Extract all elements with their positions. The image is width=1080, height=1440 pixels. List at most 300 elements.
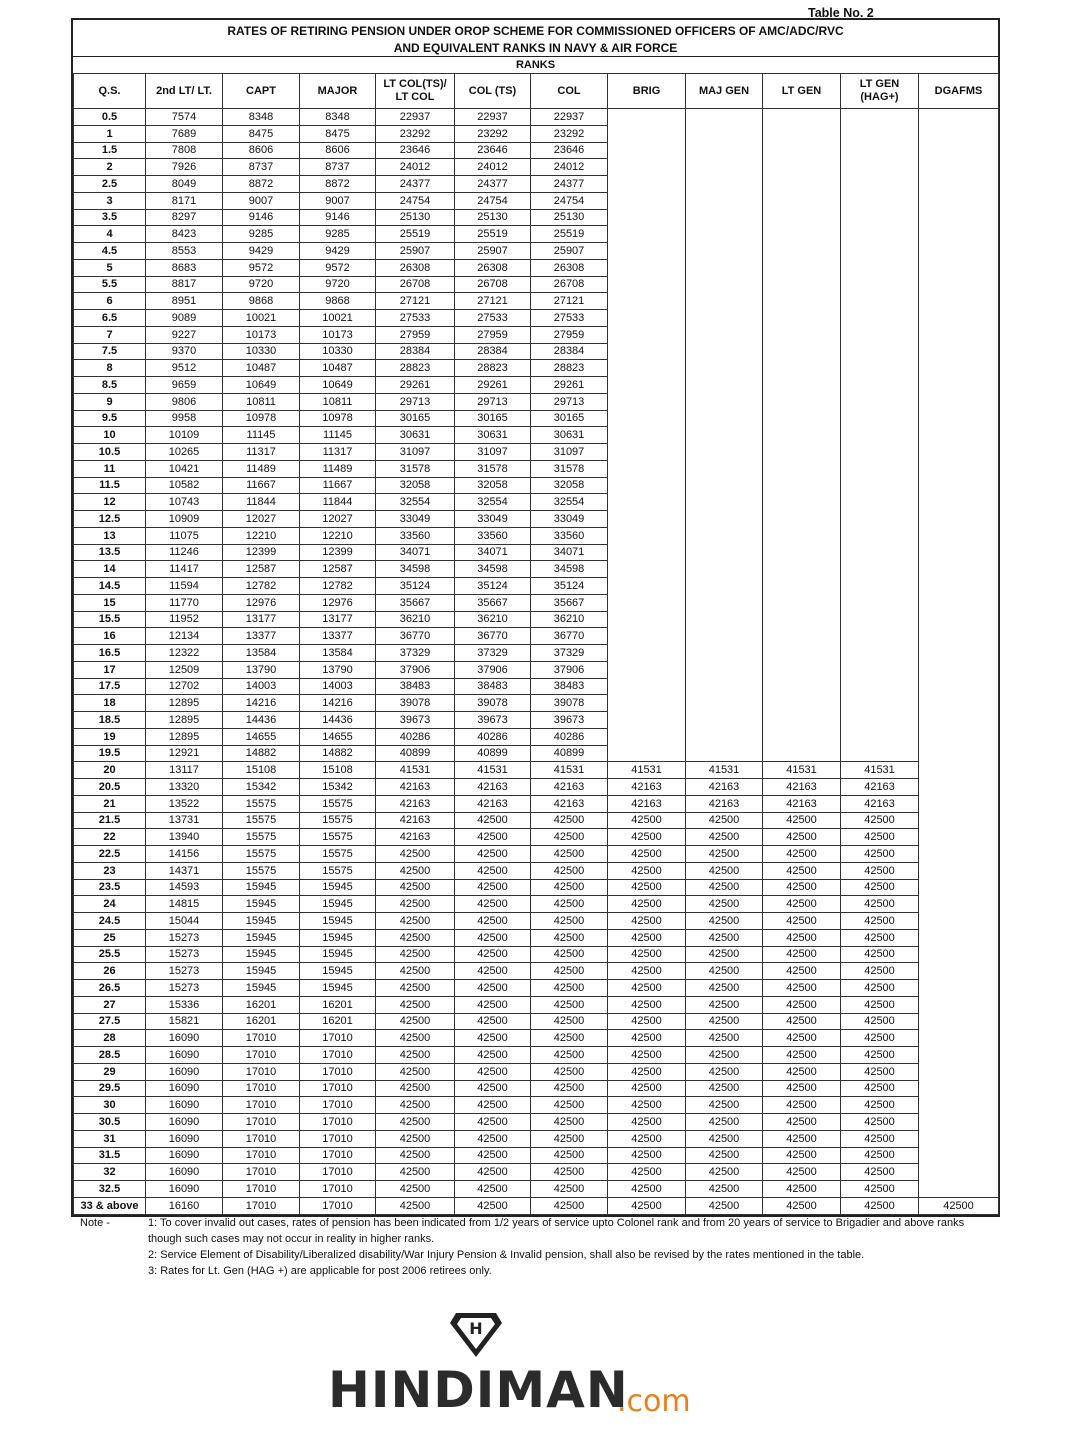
pension-value-cell: 42500 xyxy=(531,1114,608,1131)
pension-value-cell: 9285 xyxy=(300,226,376,243)
table-row xyxy=(74,1030,999,1047)
pension-value-cell: 15575 xyxy=(223,862,300,879)
empty-cell xyxy=(686,544,763,561)
pension-value-cell: 15575 xyxy=(223,846,300,863)
pension-value-cell: 42500 xyxy=(376,846,455,863)
pension-value-cell: 11844 xyxy=(300,494,376,511)
pension-value-cell: 39673 xyxy=(376,712,455,729)
pension-value-cell: 41531 xyxy=(841,762,919,779)
pension-value-cell: 42500 xyxy=(841,980,919,997)
pension-value-cell: 40899 xyxy=(531,745,608,762)
pension-value-cell: 42500 xyxy=(376,929,455,946)
table-row xyxy=(74,829,999,846)
pension-value-cell: 12509 xyxy=(146,661,223,678)
pension-value-cell: 38483 xyxy=(531,678,608,695)
pension-value-cell: 36770 xyxy=(531,628,608,645)
qualifying-service-cell: 26 xyxy=(74,963,146,980)
qualifying-service-cell: 19.5 xyxy=(74,745,146,762)
pension-value-cell: 42500 xyxy=(686,829,763,846)
pension-value-cell: 42500 xyxy=(686,1164,763,1181)
table-row xyxy=(74,1047,999,1064)
ranks-header: RANKS xyxy=(73,56,998,73)
empty-cell xyxy=(919,1181,999,1198)
table-row xyxy=(74,963,999,980)
pension-value-cell: 42500 xyxy=(376,980,455,997)
pension-value-cell: 42500 xyxy=(531,829,608,846)
pension-value-cell: 17010 xyxy=(223,1130,300,1147)
pension-value-cell: 27121 xyxy=(455,293,531,310)
column-header-row xyxy=(74,74,999,109)
empty-cell xyxy=(841,276,919,293)
column-header: MAJ GEN xyxy=(686,74,763,109)
empty-cell xyxy=(608,594,686,611)
pension-value-cell: 15945 xyxy=(300,929,376,946)
pension-value-cell: 8683 xyxy=(146,259,223,276)
pension-value-cell: 42163 xyxy=(763,779,841,796)
pension-value-cell: 11844 xyxy=(223,494,300,511)
pension-value-cell: 30165 xyxy=(376,410,455,427)
pension-value-cell: 26308 xyxy=(376,259,455,276)
pension-value-cell: 42500 xyxy=(608,1047,686,1064)
pension-value-cell: 11317 xyxy=(300,444,376,461)
empty-cell xyxy=(608,444,686,461)
pension-value-cell: 42500 xyxy=(608,1080,686,1097)
table-row xyxy=(74,243,999,260)
pension-value-cell: 42500 xyxy=(763,1080,841,1097)
pension-value-cell: 34071 xyxy=(455,544,531,561)
pension-value-cell: 7574 xyxy=(146,109,223,126)
pension-table-frame xyxy=(71,18,1000,1217)
pension-value-cell: 42500 xyxy=(686,980,763,997)
pension-value-cell: 42500 xyxy=(763,996,841,1013)
pension-value-cell: 30631 xyxy=(376,427,455,444)
empty-cell xyxy=(763,561,841,578)
pension-value-cell: 15945 xyxy=(300,879,376,896)
pension-value-cell: 9007 xyxy=(300,192,376,209)
table-row xyxy=(74,377,999,394)
empty-cell xyxy=(841,310,919,327)
empty-cell xyxy=(686,661,763,678)
pension-value-cell: 25130 xyxy=(531,209,608,226)
qualifying-service-cell: 5.5 xyxy=(74,276,146,293)
empty-cell xyxy=(919,1063,999,1080)
pension-value-cell: 12782 xyxy=(223,578,300,595)
pension-value-cell: 15044 xyxy=(146,913,223,930)
pension-value-cell: 15945 xyxy=(223,913,300,930)
table-row xyxy=(74,996,999,1013)
empty-cell xyxy=(841,326,919,343)
qualifying-service-cell: 33 & above xyxy=(74,1197,146,1214)
table-row xyxy=(74,594,999,611)
pension-value-cell: 15945 xyxy=(223,896,300,913)
pension-value-cell: 11075 xyxy=(146,527,223,544)
pension-value-cell: 25519 xyxy=(455,226,531,243)
pension-value-cell: 13584 xyxy=(223,645,300,662)
pension-value-cell: 35124 xyxy=(531,578,608,595)
empty-cell xyxy=(686,460,763,477)
pension-value-cell: 27121 xyxy=(531,293,608,310)
empty-cell xyxy=(763,125,841,142)
pension-value-cell: 26308 xyxy=(455,259,531,276)
pension-value-cell: 25130 xyxy=(455,209,531,226)
table-row xyxy=(74,946,999,963)
empty-cell xyxy=(919,109,999,126)
pension-value-cell: 37329 xyxy=(455,645,531,662)
pension-value-cell: 24754 xyxy=(455,192,531,209)
empty-cell xyxy=(686,477,763,494)
empty-cell xyxy=(919,712,999,729)
pension-value-cell: 41531 xyxy=(455,762,531,779)
pension-value-cell: 12976 xyxy=(300,594,376,611)
pension-value-cell: 42500 xyxy=(763,1063,841,1080)
pension-value-cell: 17010 xyxy=(300,1147,376,1164)
pension-value-cell: 42500 xyxy=(531,1164,608,1181)
pension-value-cell: 42500 xyxy=(686,1063,763,1080)
empty-cell xyxy=(919,1097,999,1114)
table-row xyxy=(74,343,999,360)
pension-value-cell: 42500 xyxy=(841,1181,919,1198)
empty-cell xyxy=(841,628,919,645)
pension-value-cell: 32554 xyxy=(455,494,531,511)
pension-value-cell: 42500 xyxy=(841,1063,919,1080)
empty-cell xyxy=(686,326,763,343)
empty-cell xyxy=(841,544,919,561)
empty-cell xyxy=(919,544,999,561)
pension-value-cell: 15821 xyxy=(146,1013,223,1030)
pension-value-cell: 15575 xyxy=(300,829,376,846)
pension-value-cell: 31578 xyxy=(376,460,455,477)
table-row xyxy=(74,192,999,209)
empty-cell xyxy=(841,293,919,310)
pension-value-cell: 16090 xyxy=(146,1147,223,1164)
empty-cell xyxy=(841,393,919,410)
pension-value-cell: 42500 xyxy=(841,963,919,980)
pension-value-cell: 42500 xyxy=(455,1197,531,1214)
empty-cell xyxy=(841,561,919,578)
pension-value-cell: 14815 xyxy=(146,896,223,913)
pension-value-cell: 8475 xyxy=(223,125,300,142)
pension-value-cell: 42500 xyxy=(686,963,763,980)
pension-value-cell: 22937 xyxy=(376,109,455,126)
table-row xyxy=(74,109,999,126)
pension-value-cell: 42500 xyxy=(841,829,919,846)
pension-value-cell: 9958 xyxy=(146,410,223,427)
pension-value-cell: 42500 xyxy=(376,1030,455,1047)
empty-cell xyxy=(919,1013,999,1030)
pension-value-cell: 42500 xyxy=(455,846,531,863)
pension-value-cell: 42500 xyxy=(531,1197,608,1214)
hindiman-logo xyxy=(320,1305,720,1425)
pension-value-cell: 15575 xyxy=(300,795,376,812)
pension-value-cell: 17010 xyxy=(300,1080,376,1097)
empty-cell xyxy=(919,477,999,494)
table-row xyxy=(74,578,999,595)
qualifying-service-cell: 16 xyxy=(74,628,146,645)
qualifying-service-cell: 22 xyxy=(74,829,146,846)
pension-value-cell: 13790 xyxy=(300,661,376,678)
column-header: 2nd LT/ LT. xyxy=(146,74,223,109)
empty-cell xyxy=(608,310,686,327)
empty-cell xyxy=(841,678,919,695)
table-number: Table No. 2 xyxy=(808,6,874,20)
pension-value-cell: 25907 xyxy=(531,243,608,260)
empty-cell xyxy=(919,343,999,360)
empty-cell xyxy=(686,125,763,142)
empty-cell xyxy=(841,661,919,678)
qualifying-service-cell: 27 xyxy=(74,996,146,1013)
empty-cell xyxy=(686,159,763,176)
pension-value-cell: 42500 xyxy=(686,1197,763,1214)
pension-value-cell: 25519 xyxy=(531,226,608,243)
pension-value-cell: 10582 xyxy=(146,477,223,494)
qualifying-service-cell: 23 xyxy=(74,862,146,879)
pension-value-cell: 41531 xyxy=(531,762,608,779)
pension-value-cell: 29713 xyxy=(531,393,608,410)
pension-value-cell: 42163 xyxy=(376,829,455,846)
pension-value-cell: 17010 xyxy=(300,1030,376,1047)
table-row xyxy=(74,980,999,997)
pension-value-cell: 42500 xyxy=(531,1097,608,1114)
pension-value-cell: 14593 xyxy=(146,879,223,896)
empty-cell xyxy=(841,645,919,662)
qualifying-service-cell: 24 xyxy=(74,896,146,913)
empty-cell xyxy=(919,511,999,528)
badge-letter: H xyxy=(469,1319,483,1338)
qualifying-service-cell: 11.5 xyxy=(74,477,146,494)
pension-value-cell: 42500 xyxy=(763,946,841,963)
qualifying-service-cell: 28 xyxy=(74,1030,146,1047)
pension-value-cell: 8951 xyxy=(146,293,223,310)
pension-value-cell: 12895 xyxy=(146,695,223,712)
empty-cell xyxy=(608,209,686,226)
pension-value-cell: 32058 xyxy=(455,477,531,494)
qualifying-service-cell: 20 xyxy=(74,762,146,779)
qualifying-service-cell: 9 xyxy=(74,393,146,410)
pension-value-cell: 17010 xyxy=(300,1130,376,1147)
empty-cell xyxy=(763,611,841,628)
empty-cell xyxy=(763,226,841,243)
pension-value-cell: 42500 xyxy=(455,896,531,913)
empty-cell xyxy=(608,125,686,142)
empty-cell xyxy=(919,427,999,444)
pension-value-cell: 15945 xyxy=(300,896,376,913)
pension-value-cell: 28384 xyxy=(455,343,531,360)
pension-value-cell: 42500 xyxy=(841,1080,919,1097)
table-row xyxy=(74,678,999,695)
pension-value-cell: 29261 xyxy=(531,377,608,394)
pension-value-cell: 42500 xyxy=(841,846,919,863)
pension-value-cell: 42500 xyxy=(376,1063,455,1080)
pension-value-cell: 42163 xyxy=(531,779,608,796)
pension-value-cell: 38483 xyxy=(455,678,531,695)
pension-value-cell: 15945 xyxy=(223,879,300,896)
pension-value-cell: 17010 xyxy=(223,1147,300,1164)
empty-cell xyxy=(919,460,999,477)
empty-cell xyxy=(919,444,999,461)
pension-value-cell: 42500 xyxy=(376,1114,455,1131)
empty-cell xyxy=(841,494,919,511)
pension-value-cell: 42500 xyxy=(763,1097,841,1114)
pension-value-cell: 12399 xyxy=(300,544,376,561)
pension-value-cell: 17010 xyxy=(223,1164,300,1181)
table-row xyxy=(74,1197,999,1214)
table-row xyxy=(74,879,999,896)
pension-value-cell: 42500 xyxy=(376,1181,455,1198)
empty-cell xyxy=(608,527,686,544)
pension-value-cell: 34598 xyxy=(376,561,455,578)
qualifying-service-cell: 7.5 xyxy=(74,343,146,360)
empty-cell xyxy=(686,343,763,360)
pension-value-cell: 40899 xyxy=(455,745,531,762)
pension-value-cell: 42163 xyxy=(608,779,686,796)
pension-value-cell: 12782 xyxy=(300,578,376,595)
pension-value-cell: 42500 xyxy=(686,1030,763,1047)
table-row xyxy=(74,1181,999,1198)
pension-value-cell: 42500 xyxy=(686,946,763,963)
pension-value-cell: 42500 xyxy=(763,913,841,930)
pension-value-cell: 42500 xyxy=(608,946,686,963)
empty-cell xyxy=(919,326,999,343)
empty-cell xyxy=(841,511,919,528)
pension-value-cell: 42163 xyxy=(376,779,455,796)
pension-value-cell: 10909 xyxy=(146,511,223,528)
pension-value-cell: 42500 xyxy=(841,1197,919,1214)
empty-cell xyxy=(841,209,919,226)
pension-value-cell: 41531 xyxy=(763,762,841,779)
table-row xyxy=(74,209,999,226)
empty-cell xyxy=(608,494,686,511)
table-row xyxy=(74,176,999,193)
empty-cell xyxy=(919,293,999,310)
pension-value-cell: 42500 xyxy=(841,1030,919,1047)
empty-cell xyxy=(608,259,686,276)
pension-value-cell: 35667 xyxy=(376,594,455,611)
qualifying-service-cell: 26.5 xyxy=(74,980,146,997)
pension-value-cell: 25130 xyxy=(376,209,455,226)
pension-value-cell: 42500 xyxy=(841,929,919,946)
pension-value-cell: 15945 xyxy=(300,963,376,980)
table-title xyxy=(73,20,998,56)
table-row xyxy=(74,846,999,863)
empty-cell xyxy=(763,594,841,611)
qualifying-service-cell: 25.5 xyxy=(74,946,146,963)
table-row xyxy=(74,1097,999,1114)
pension-value-cell: 42500 xyxy=(763,1047,841,1064)
pension-value-cell: 30631 xyxy=(455,427,531,444)
qualifying-service-cell: 6.5 xyxy=(74,310,146,327)
pension-value-cell: 14371 xyxy=(146,862,223,879)
pension-value-cell: 42500 xyxy=(763,1147,841,1164)
pension-value-cell: 13377 xyxy=(223,628,300,645)
empty-cell xyxy=(686,109,763,126)
pension-value-cell: 42500 xyxy=(841,812,919,829)
empty-cell xyxy=(763,645,841,662)
pension-value-cell: 9146 xyxy=(300,209,376,226)
pension-value-cell: 12702 xyxy=(146,678,223,695)
empty-cell xyxy=(686,628,763,645)
qualifying-service-cell: 32.5 xyxy=(74,1181,146,1198)
pension-value-cell: 16090 xyxy=(146,1164,223,1181)
pension-value-cell: 11145 xyxy=(300,427,376,444)
pension-value-cell: 16090 xyxy=(146,1063,223,1080)
empty-cell xyxy=(919,125,999,142)
pension-value-cell: 13377 xyxy=(300,628,376,645)
pension-value-cell: 37329 xyxy=(376,645,455,662)
empty-cell xyxy=(686,645,763,662)
qualifying-service-cell: 30 xyxy=(74,1097,146,1114)
qualifying-service-cell: 20.5 xyxy=(74,779,146,796)
pension-value-cell: 42500 xyxy=(376,862,455,879)
empty-cell xyxy=(919,829,999,846)
qualifying-service-cell: 28.5 xyxy=(74,1047,146,1064)
pension-value-cell: 24754 xyxy=(531,192,608,209)
pension-value-cell: 42500 xyxy=(376,913,455,930)
empty-cell xyxy=(919,913,999,930)
pension-value-cell: 42500 xyxy=(763,879,841,896)
qualifying-service-cell: 7 xyxy=(74,326,146,343)
pension-value-cell: 37906 xyxy=(455,661,531,678)
pension-value-cell: 16160 xyxy=(146,1197,223,1214)
empty-cell xyxy=(841,712,919,729)
pension-value-cell: 42163 xyxy=(455,795,531,812)
empty-cell xyxy=(763,410,841,427)
empty-cell xyxy=(919,527,999,544)
pension-value-cell: 42500 xyxy=(763,812,841,829)
table-row xyxy=(74,1130,999,1147)
pension-value-cell: 36770 xyxy=(455,628,531,645)
diamond-badge-icon xyxy=(448,1305,504,1361)
empty-cell xyxy=(919,762,999,779)
empty-cell xyxy=(763,343,841,360)
pension-value-cell: 42500 xyxy=(531,913,608,930)
pension-value-cell: 30631 xyxy=(531,427,608,444)
pension-value-cell: 10743 xyxy=(146,494,223,511)
pension-value-cell: 12027 xyxy=(223,511,300,528)
pension-value-cell: 42500 xyxy=(608,879,686,896)
empty-cell xyxy=(919,980,999,997)
empty-cell xyxy=(841,427,919,444)
pension-value-cell: 36210 xyxy=(455,611,531,628)
pension-value-cell: 42163 xyxy=(686,795,763,812)
empty-cell xyxy=(841,109,919,126)
pension-value-cell: 16090 xyxy=(146,1181,223,1198)
pension-value-cell: 12587 xyxy=(223,561,300,578)
empty-cell xyxy=(686,594,763,611)
pension-value-cell: 42500 xyxy=(455,1147,531,1164)
pension-value-cell: 42500 xyxy=(686,862,763,879)
empty-cell xyxy=(919,226,999,243)
pension-value-cell: 7808 xyxy=(146,142,223,159)
qualifying-service-cell: 8.5 xyxy=(74,377,146,394)
pension-value-cell: 34598 xyxy=(455,561,531,578)
empty-cell xyxy=(841,594,919,611)
pension-value-cell: 11952 xyxy=(146,611,223,628)
pension-value-cell: 8348 xyxy=(223,109,300,126)
column-header: COL xyxy=(531,74,608,109)
pension-value-cell: 28823 xyxy=(376,360,455,377)
empty-cell xyxy=(608,477,686,494)
pension-value-cell: 17010 xyxy=(300,1063,376,1080)
table-row xyxy=(74,645,999,662)
pension-value-cell: 37906 xyxy=(531,661,608,678)
pension-value-cell: 9720 xyxy=(223,276,300,293)
pension-value-cell: 25907 xyxy=(455,243,531,260)
pension-value-cell: 9806 xyxy=(146,393,223,410)
empty-cell xyxy=(919,259,999,276)
pension-value-cell: 17010 xyxy=(300,1047,376,1064)
pension-value-cell: 42500 xyxy=(763,1130,841,1147)
qualifying-service-cell: 10.5 xyxy=(74,444,146,461)
